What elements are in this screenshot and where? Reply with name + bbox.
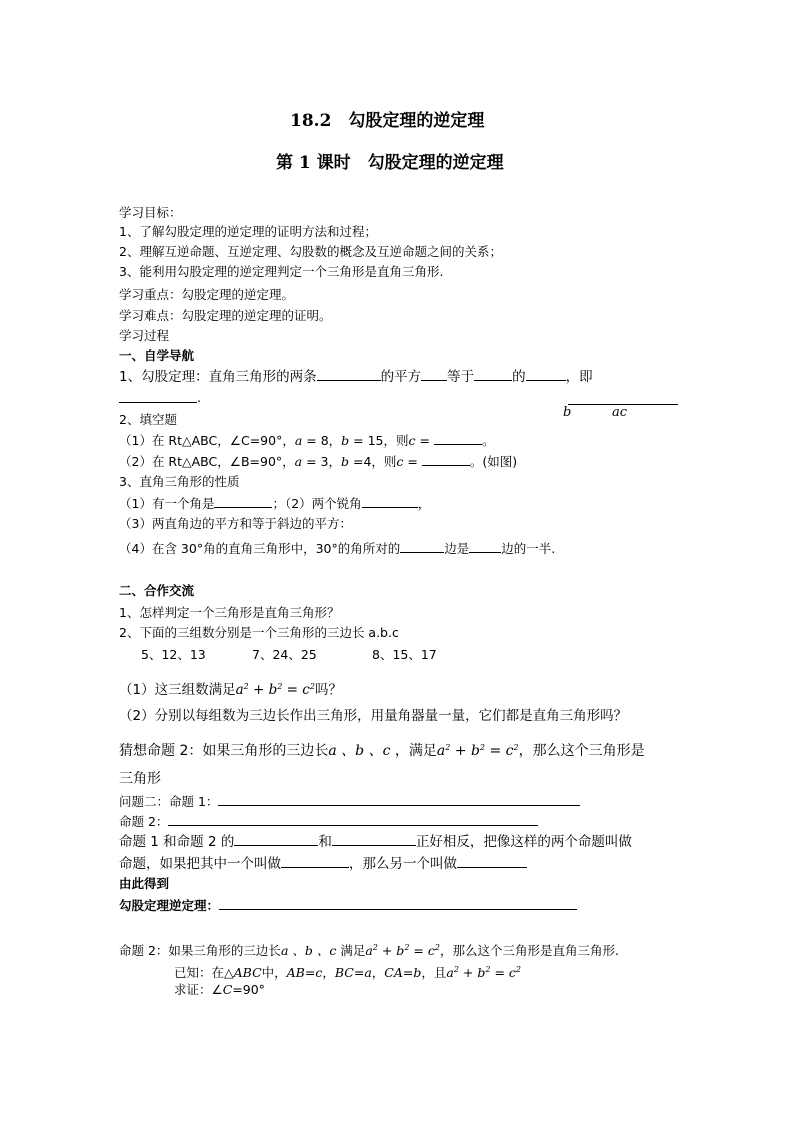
guess-a: 猜想命题 2：如果三角形的三边长 <box>119 743 329 759</box>
section1-heading: 一、自学导航 <box>119 348 195 363</box>
mutual-b: 和 <box>318 834 332 850</box>
s2-q1: 1、怎样判定一个三角形是直角三角形？ <box>119 605 340 620</box>
mutual2-b: ，那么另一个叫做 <box>349 856 457 872</box>
converse-line <box>119 897 577 914</box>
known-line <box>174 962 521 981</box>
s1-q2-2 <box>119 453 517 470</box>
triple-1: 5、12、13 <box>141 647 206 662</box>
var-c: c <box>408 433 416 448</box>
pythag-formula: $a^2 + b^2 = c^2$ <box>446 965 521 980</box>
s1-q1-c: 等于 <box>447 369 475 385</box>
blank <box>526 368 566 381</box>
s2-q2-1 <box>119 678 342 699</box>
process-heading: 学习过程 <box>119 328 170 343</box>
mutual2-a: 命题，如果把其中一个叫做 <box>119 856 281 872</box>
s2-q2-2: （2）分别以每组数为三边长作出三角形，用量角器量一量，它们都是直角三角形吗？ <box>119 708 628 724</box>
s1-q1-a: 1、勾股定理：直角三角形的两条 <box>119 369 317 385</box>
s1-q2-1 <box>119 432 494 449</box>
q3-4-b: 边是 <box>444 541 470 556</box>
objectives-heading: 学习目标： <box>119 205 182 220</box>
prop2-line <box>119 813 538 830</box>
q-s2-1a: （1）这三组数满足 <box>119 682 236 698</box>
q2-2-aval: = 3， <box>302 454 341 469</box>
q2-2-a: （2）在 Rt△ABC，∠B=90°， <box>119 454 295 469</box>
objective-1: 1、了解勾股定理的逆定理的证明方法和过程； <box>119 224 377 239</box>
q3-1-a: （1）有一个角是 <box>119 496 215 511</box>
blank <box>168 813 538 826</box>
var-a: a <box>294 454 303 469</box>
blank <box>400 540 444 553</box>
section2-heading: 二、合作交流 <box>119 583 195 598</box>
pythag-formula: $a^2 + b^2 = c^2$ <box>436 743 519 759</box>
q2-1-aval: = 8， <box>302 433 342 448</box>
q3-4-a: （4）在含 30°角的直角三角形中，30°的角所对的 <box>119 541 401 556</box>
mutual-a: 命题 1 和命题 2 的 <box>119 834 235 850</box>
blank <box>474 368 512 381</box>
prove-c: C <box>222 982 233 997</box>
conclusion: 由此得到 <box>119 876 170 891</box>
s1-q1-answer-line <box>119 402 197 403</box>
blank <box>234 833 318 846</box>
blank <box>422 453 470 466</box>
page-title: 18.2 勾股定理的逆定理 <box>290 111 485 131</box>
page-subtitle: 第 1 课时 勾股定理的逆定理 <box>276 153 504 173</box>
q2-2-bval: =4，则 <box>349 454 397 469</box>
prop2-full-c: ，那么这个三角形是直角三角形. <box>439 943 619 958</box>
known-a: 已知：在△ <box>174 965 234 980</box>
s1-q1-b: 的平方 <box>380 369 422 385</box>
problem2-label: 问题二：命题 1： <box>119 794 219 809</box>
s1-q2-heading: 2、填空题 <box>119 412 177 427</box>
q-s2-1b: 吗？ <box>314 682 342 698</box>
guess-c: ，那么这个三角形是 <box>518 743 645 759</box>
pythag-formula: $a^2 + b^2 = c^2$ <box>235 682 315 698</box>
converse-label: 勾股定理逆定理： <box>119 898 220 913</box>
blank <box>362 495 418 508</box>
prop2-full-b: 满足 <box>340 943 366 958</box>
q3-1-b: ；（2）两个锐角 <box>272 496 362 511</box>
q2-1-bval: = 15，则 <box>349 433 409 448</box>
s1-q1-end: . <box>197 390 201 405</box>
problem2-line <box>119 793 580 810</box>
prove-line <box>174 982 265 998</box>
s1-q3-4 <box>119 540 555 557</box>
mutual-line-2 <box>119 855 527 873</box>
blank <box>434 432 482 445</box>
known-h: ，且 <box>421 965 447 980</box>
q2-2-end: 。(如图) <box>469 454 518 469</box>
guess-line <box>119 739 645 760</box>
s1-q1-line <box>119 368 593 386</box>
known-c: AB=c <box>286 965 323 980</box>
guess-b: ，满足 <box>394 743 437 759</box>
known-g: CA=b <box>384 965 422 980</box>
known-e: BC=a <box>334 965 372 980</box>
key-point: 学习重点：勾股定理的逆定理。 <box>119 287 295 302</box>
pythag-formula: $a^2 + b^2 = c^2$ <box>365 943 440 958</box>
s1-q3-3: （3）两直角边的平方和等于斜边的平方： <box>119 516 352 531</box>
s1-q3-1 <box>119 495 430 512</box>
objective-3: 3、能利用勾股定理的逆定理判定一个三角形是直角三角形. <box>119 264 444 279</box>
objective-2: 2、理解互逆命题、互逆定理、勾股数的概念及互逆命题之间的关系； <box>119 244 502 259</box>
blank <box>281 855 349 868</box>
blank <box>214 495 272 508</box>
prove-b: =90° <box>232 982 265 997</box>
triple-2: 7、24、25 <box>252 647 317 662</box>
blank <box>421 368 447 381</box>
blank <box>219 897 577 910</box>
sides-abc: a 、b 、c <box>328 743 395 759</box>
var-b: b <box>341 433 350 448</box>
q2-1-ceq: = <box>415 433 434 448</box>
prop2-full <box>119 940 619 959</box>
prop2-label: 命题 2： <box>119 814 169 829</box>
blank <box>218 793 580 806</box>
var-a: a <box>294 433 303 448</box>
s1-q1-e: ，即 <box>565 369 593 385</box>
blank <box>457 855 527 868</box>
figure-label-ac: ac <box>612 405 628 420</box>
prove-a: 求证：∠ <box>174 982 223 997</box>
q3-4-c: 边的一半. <box>501 541 556 556</box>
triple-3: 8、15、17 <box>372 647 437 662</box>
guess-end: 三角形 <box>119 771 161 787</box>
blank <box>332 833 416 846</box>
q2-2-ceq: = <box>403 454 422 469</box>
q3-1-c: ， <box>417 496 431 511</box>
var-c: c <box>396 454 404 469</box>
prop2-full-a: 命题 2：如果三角形的三边长 <box>119 943 281 958</box>
s1-q1-d: 的 <box>512 369 526 385</box>
s2-q2: 2、下面的三组数分别是一个三角形的三边长 a.b.c <box>119 625 399 640</box>
difficulty: 学习难点：勾股定理的逆定理的证明。 <box>119 308 332 323</box>
known-abc: ABC <box>233 965 262 980</box>
var-b: b <box>341 454 350 469</box>
known-f: ， <box>371 965 385 980</box>
blank <box>469 540 501 553</box>
q2-1-end: 。 <box>481 433 495 448</box>
figure-label-b: b <box>563 405 572 420</box>
mutual-line-1 <box>119 833 632 851</box>
mutual-c: 正好相反，把像这样的两个命题叫做 <box>415 834 632 850</box>
s1-q3-heading: 3、直角三角形的性质 <box>119 474 240 489</box>
known-d: ， <box>322 965 335 980</box>
blank <box>317 368 381 381</box>
sides-abc: a 、b 、c <box>280 943 341 958</box>
q2-1-a: （1）在 Rt△ABC，∠C=90°， <box>119 433 295 448</box>
known-b: 中， <box>261 965 287 980</box>
